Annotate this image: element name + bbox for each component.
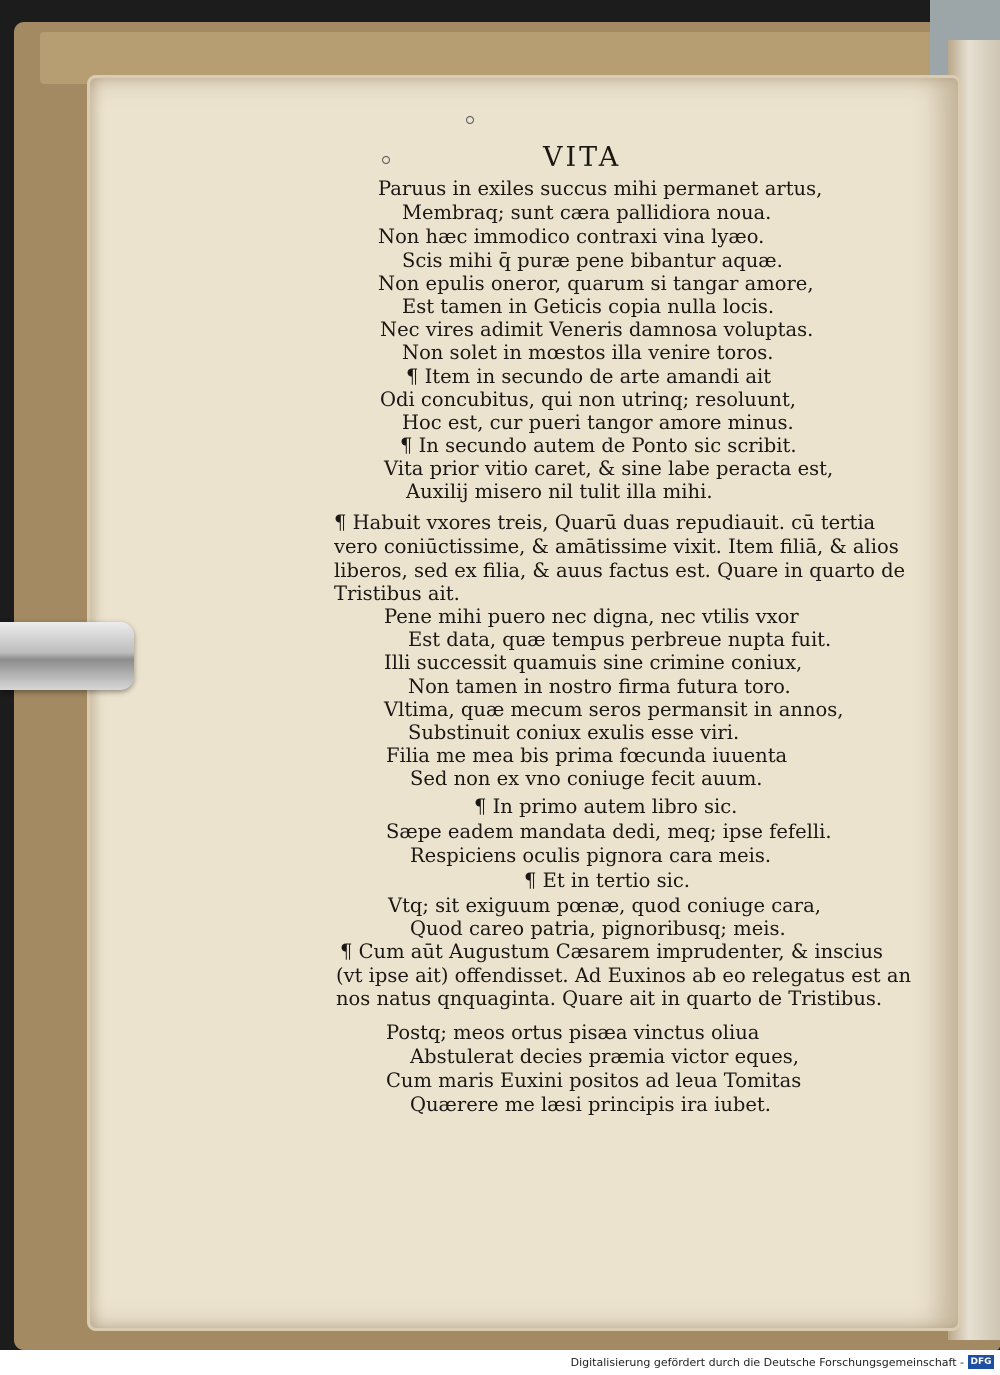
text-line: Odi concubitus, qui non utrinq; resoluunt, (380, 388, 796, 411)
text-line: Non hæc immodico contraxi vina lyæo. (378, 225, 765, 248)
text-line: ¶ Et in tertio sic. (524, 869, 690, 892)
text-line: Vltima, quæ mecum seros permansit in annos, (384, 698, 844, 721)
text-line: Non tamen in nostro firma futura toro. (408, 675, 791, 698)
text-line: Sed non ex vno coniuge fecit auum. (410, 767, 763, 790)
text-line: ¶ Cum aūt Augustum Cæsarem imprudenter, & inscius (340, 940, 883, 963)
text-line: Cum maris Euxini positos ad leua Tomitas (386, 1069, 802, 1092)
text-line: Non epulis oneror, quarum si tangar amore, (378, 272, 814, 295)
text-line: (vt ipse ait) offendisset. Ad Euxinos ab eo relegatus est an (336, 964, 912, 987)
text-line: Paruus in exiles succus mihi permanet artus, (378, 177, 823, 200)
text-line: Membraq; sunt cæra pallidiora noua. (402, 201, 772, 224)
text-line: ¶ In primo autem libro sic. (474, 795, 738, 818)
text-line: Substinuit coniux exulis esse viri. (408, 721, 740, 744)
dfg-logo: DFG (968, 1355, 994, 1369)
text-line: Quærere me læsi principis ira iubet. (410, 1093, 771, 1116)
text-line: Auxilij misero nil tulit illa mihi. (406, 480, 713, 503)
text-line: Hoc est, cur pueri tangor amore minus. (402, 411, 794, 434)
text-line: Nec vires adimit Veneris damnosa voluptas. (380, 318, 814, 341)
text-line: Postq; meos ortus pisæa vinctus oliua (386, 1021, 760, 1044)
text-line: ¶ Habuit vxores treis, Quarū duas repudiauit. cū tertia (334, 511, 876, 534)
text-line: Pene mihi puero nec digna, nec vtilis vxor (384, 605, 799, 628)
page-title: VITA (543, 142, 622, 173)
text-line: Est data, quæ tempus perbreue nupta fuit. (408, 628, 832, 651)
ink-mark (466, 116, 474, 124)
text-line: ¶ In secundo autem de Ponto sic scribit. (400, 434, 797, 457)
text-line: nos natus qnquaginta. Quare ait in quarto de Tristibus. (336, 987, 883, 1010)
text-line: Est tamen in Geticis copia nulla locis. (402, 295, 775, 318)
page-clip (0, 622, 134, 690)
credit-text: Digitalisierung gefördert durch die Deutsche Forschungsgemeinschaft - (570, 1356, 964, 1369)
text-line: Non solet in mœstos illa venire toros. (402, 341, 774, 364)
ink-mark (382, 156, 390, 164)
text-line: Tristibus ait. (334, 582, 460, 605)
text-line: vero coniūctissime, & amātissime vixit. Item filiā, & alios (334, 535, 899, 558)
text-line: Vtq; sit exiguum pœnæ, quod coniuge cara, (388, 894, 821, 917)
text-line: Filia me mea bis prima fœcunda iuuenta (386, 744, 788, 767)
text-line: ¶ Item in secundo de arte amandi ait (406, 365, 772, 388)
text-line: Sæpe eadem mandata dedi, meq; ipse fefelli. (386, 820, 832, 843)
book-edge-top (40, 32, 940, 84)
text-line: Vita prior vitio caret, & sine labe peracta est, (384, 457, 834, 480)
text-line: Abstulerat decies præmia victor eques, (410, 1045, 799, 1068)
text-line: Respiciens oculis pignora cara meis. (410, 844, 772, 867)
text-line: Quod careo patria, pignoribusq; meis. (410, 917, 786, 940)
text-line: Scis mihi q̄ puræ pene bibantur aquæ. (402, 249, 783, 272)
text-line: Illi successit quamuis sine crimine coniux, (384, 651, 803, 674)
text-line: liberos, sed ex filia, & auus factus est. Quare in quarto de (334, 559, 906, 582)
